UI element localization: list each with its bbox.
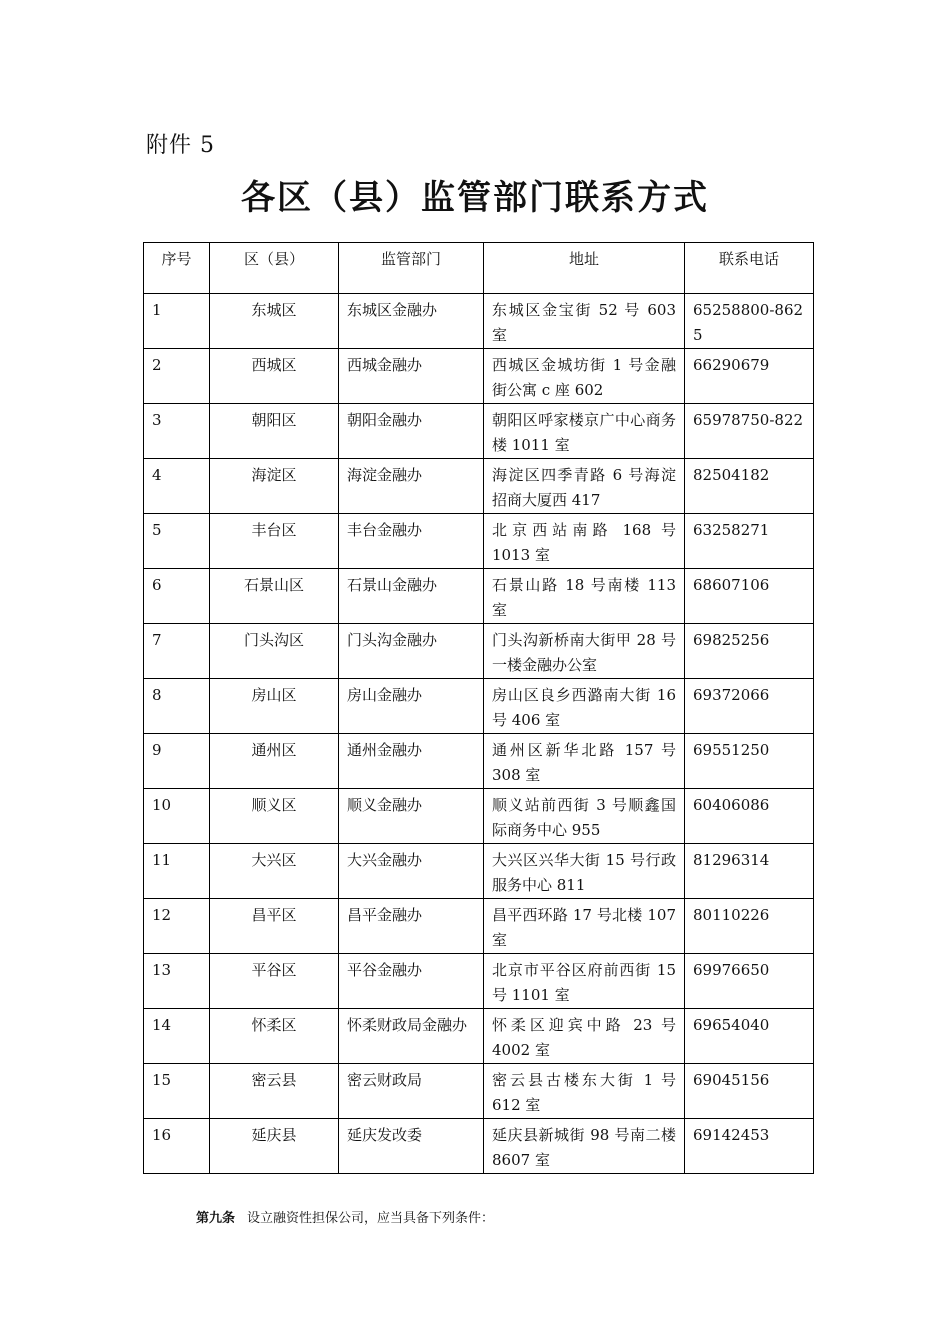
cell-department: 海淀金融办 (339, 459, 484, 514)
cell-district: 密云县 (210, 1064, 339, 1119)
table-row (144, 514, 814, 569)
table-row (144, 954, 814, 1009)
contacts-table (143, 242, 814, 1174)
cell-phone: 69976650 (685, 954, 814, 1009)
cell-address: 海淀区四季青路 6 号海淀招商大厦西 417 (484, 459, 685, 514)
cell-district: 朝阳区 (210, 404, 339, 459)
footer-clause (196, 1207, 494, 1226)
cell-index: 11 (144, 844, 210, 899)
cell-address: 北京西站南路 168 号 1013 室 (484, 514, 685, 569)
cell-department: 房山金融办 (339, 679, 484, 734)
cell-address: 通州区新华北路 157 号 308 室 (484, 734, 685, 789)
cell-phone: 69654040 (685, 1009, 814, 1064)
cell-district: 顺义区 (210, 789, 339, 844)
table-row (144, 899, 814, 954)
cell-phone: 66290679 (685, 349, 814, 404)
cell-department: 西城金融办 (339, 349, 484, 404)
cell-index: 8 (144, 679, 210, 734)
table-row (144, 734, 814, 789)
cell-department: 昌平金融办 (339, 899, 484, 954)
header-phone: 联系电话 (685, 243, 814, 294)
cell-index: 3 (144, 404, 210, 459)
cell-phone: 60406086 (685, 789, 814, 844)
cell-department: 大兴金融办 (339, 844, 484, 899)
cell-department: 平谷金融办 (339, 954, 484, 1009)
cell-phone: 69372066 (685, 679, 814, 734)
table-row (144, 404, 814, 459)
cell-district: 房山区 (210, 679, 339, 734)
header-index: 序号 (144, 243, 210, 294)
footer-article: 第九条 (196, 1211, 236, 1226)
cell-district: 门头沟区 (210, 624, 339, 679)
cell-index: 7 (144, 624, 210, 679)
cell-index: 12 (144, 899, 210, 954)
cell-phone: 69825256 (685, 624, 814, 679)
cell-address: 东城区金宝街 52 号 603 室 (484, 294, 685, 349)
cell-index: 1 (144, 294, 210, 349)
table-row (144, 459, 814, 514)
cell-district: 东城区 (210, 294, 339, 349)
cell-address: 大兴区兴华大街 15 号行政服务中心 811 (484, 844, 685, 899)
header-department: 监管部门 (339, 243, 484, 294)
table-header-row (144, 243, 814, 294)
cell-index: 4 (144, 459, 210, 514)
cell-department: 顺义金融办 (339, 789, 484, 844)
cell-index: 5 (144, 514, 210, 569)
table-row (144, 1119, 814, 1174)
cell-district: 丰台区 (210, 514, 339, 569)
cell-department: 密云财政局 (339, 1064, 484, 1119)
cell-department: 怀柔财政局金融办 (339, 1009, 484, 1064)
cell-phone: 81296314 (685, 844, 814, 899)
cell-index: 10 (144, 789, 210, 844)
table-row (144, 679, 814, 734)
cell-address: 昌平西环路 17 号北楼 107 室 (484, 899, 685, 954)
table-row (144, 1009, 814, 1064)
cell-phone: 65258800-8625 (685, 294, 814, 349)
cell-district: 大兴区 (210, 844, 339, 899)
cell-address: 密云县古楼东大街 1 号 612 室 (484, 1064, 685, 1119)
cell-district: 石景山区 (210, 569, 339, 624)
cell-address: 北京市平谷区府前西街 15 号 1101 室 (484, 954, 685, 1009)
cell-phone: 69142453 (685, 1119, 814, 1174)
cell-phone: 82504182 (685, 459, 814, 514)
cell-index: 15 (144, 1064, 210, 1119)
cell-phone: 80110226 (685, 899, 814, 954)
attachment-label: 附件 5 (146, 133, 215, 158)
cell-department: 石景山金融办 (339, 569, 484, 624)
cell-district: 通州区 (210, 734, 339, 789)
cell-phone: 68607106 (685, 569, 814, 624)
cell-index: 6 (144, 569, 210, 624)
cell-department: 延庆发改委 (339, 1119, 484, 1174)
cell-index: 2 (144, 349, 210, 404)
cell-address: 石景山路 18 号南楼 113 室 (484, 569, 685, 624)
cell-district: 延庆县 (210, 1119, 339, 1174)
cell-address: 怀柔区迎宾中路 23 号 4002 室 (484, 1009, 685, 1064)
footer-text: 设立融资性担保公司，应当具备下列条件： (247, 1211, 495, 1226)
cell-department: 东城区金融办 (339, 294, 484, 349)
table-row (144, 569, 814, 624)
table-row (144, 294, 814, 349)
cell-address: 朝阳区呼家楼京广中心商务楼 1011 室 (484, 404, 685, 459)
cell-address: 西城区金城坊街 1 号金融街公寓 c 座 602 (484, 349, 685, 404)
header-district: 区（县） (210, 243, 339, 294)
table-row (144, 1064, 814, 1119)
cell-phone: 65978750-822 (685, 404, 814, 459)
cell-address: 顺义站前西街 3 号顺鑫国际商务中心 955 (484, 789, 685, 844)
cell-index: 14 (144, 1009, 210, 1064)
header-address: 地址 (484, 243, 685, 294)
cell-address: 门头沟新桥南大街甲 28 号一楼金融办公室 (484, 624, 685, 679)
page-title: 各区（县）监管部门联系方式 (241, 178, 709, 218)
cell-department: 丰台金融办 (339, 514, 484, 569)
table-row (144, 844, 814, 899)
cell-district: 西城区 (210, 349, 339, 404)
cell-index: 9 (144, 734, 210, 789)
cell-department: 朝阳金融办 (339, 404, 484, 459)
table-row (144, 789, 814, 844)
table-row (144, 624, 814, 679)
cell-department: 门头沟金融办 (339, 624, 484, 679)
cell-index: 13 (144, 954, 210, 1009)
cell-address: 房山区良乡西潞南大街 16 号 406 室 (484, 679, 685, 734)
cell-district: 怀柔区 (210, 1009, 339, 1064)
cell-phone: 63258271 (685, 514, 814, 569)
cell-district: 海淀区 (210, 459, 339, 514)
table-row (144, 349, 814, 404)
cell-department: 通州金融办 (339, 734, 484, 789)
cell-district: 平谷区 (210, 954, 339, 1009)
cell-index: 16 (144, 1119, 210, 1174)
cell-address: 延庆县新城街 98 号南二楼 8607 室 (484, 1119, 685, 1174)
cell-phone: 69551250 (685, 734, 814, 789)
cell-phone: 69045156 (685, 1064, 814, 1119)
cell-district: 昌平区 (210, 899, 339, 954)
